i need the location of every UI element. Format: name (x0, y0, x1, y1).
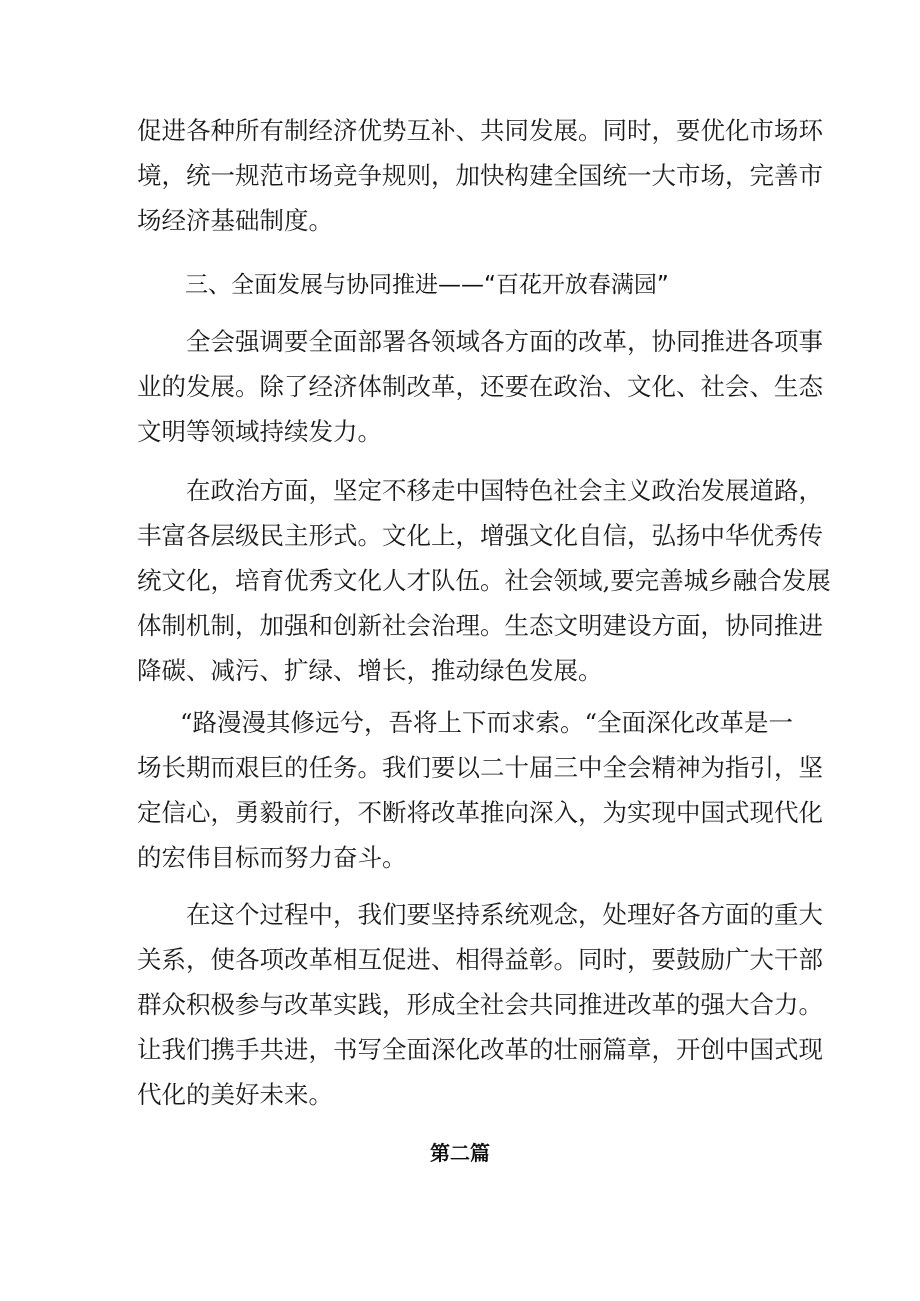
paragraph-line: 的宏伟目标而努力奋斗。 (137, 843, 407, 872)
paragraph-line: 降碳、减污、扩绿、增长，推动绿色发展。 (137, 656, 603, 685)
paragraph-line: 体制机制，加强和创新社会治理。生态文明建设方面，协同推进 (137, 611, 823, 640)
paragraph-line: 境，统一规范市场竞争规则，加快构建全国统一大市场，完善市 (137, 161, 823, 190)
paragraph-line: “路漫漫其修远兮，吾将上下而求索。“全面深化改革是一 (180, 708, 794, 737)
paragraph-line: 场经济基础制度。 (137, 206, 333, 235)
part-title: 第二篇 (430, 1141, 490, 1165)
paragraph-line: 全会强调要全面部署各领域各方面的改革，协同推进各项事 (186, 327, 823, 356)
paragraph-political-cultural (137, 468, 831, 693)
paragraph-line: 代化的美好未来。 (137, 1080, 333, 1109)
paragraph-line: 业的发展。除了经济体制改革，还要在政治、文化、社会、生态 (137, 372, 823, 401)
paragraph-system-concept (137, 892, 823, 1117)
paragraph-line: 丰富各层级民主形式。文化上，增强文化自信，弘扬中华优秀传 (137, 521, 823, 550)
paragraph-line: 促进各种所有制经济优势互补、共同发展。同时，要优化市场环 (137, 116, 823, 145)
paragraph-line: 在这个过程中，我们要坚持系统观念，处理好各方面的重大 (186, 900, 823, 929)
paragraph-line: 在政治方面，坚定不移走中国特色社会主义政治发展道路， (186, 476, 823, 505)
paragraph-line: 群众积极参与改革实践，形成全社会共同推进改革的强大合力。 (137, 990, 823, 1019)
paragraph-line: 统文化，培育优秀文化人才队伍。社会领域,要完善城乡融合发展 (137, 566, 831, 595)
paragraph-line: 文明等领域持续发力。 (137, 417, 382, 446)
paragraph-market-environment (137, 108, 823, 243)
paragraph-line: 定信心，勇毅前行，不断将改革推向深入，为实现中国式现代化 (137, 798, 823, 827)
section-heading: 三、全面发展与协同推进——“百花开放春满园” (185, 272, 669, 298)
paragraph-line: 场长期而艰巨的任务。我们要以二十届三中全会精神为指引，坚 (137, 753, 823, 782)
paragraph-long-road (137, 700, 823, 880)
paragraph-line: 让我们携手共进，书写全面深化改革的壮丽篇章，开创中国式现 (137, 1035, 823, 1064)
paragraph-plenary-emphasis (137, 319, 823, 454)
paragraph-line: 关系，使各项改革相互促进、相得益彰。同时，要鼓励广大干部 (137, 945, 823, 974)
